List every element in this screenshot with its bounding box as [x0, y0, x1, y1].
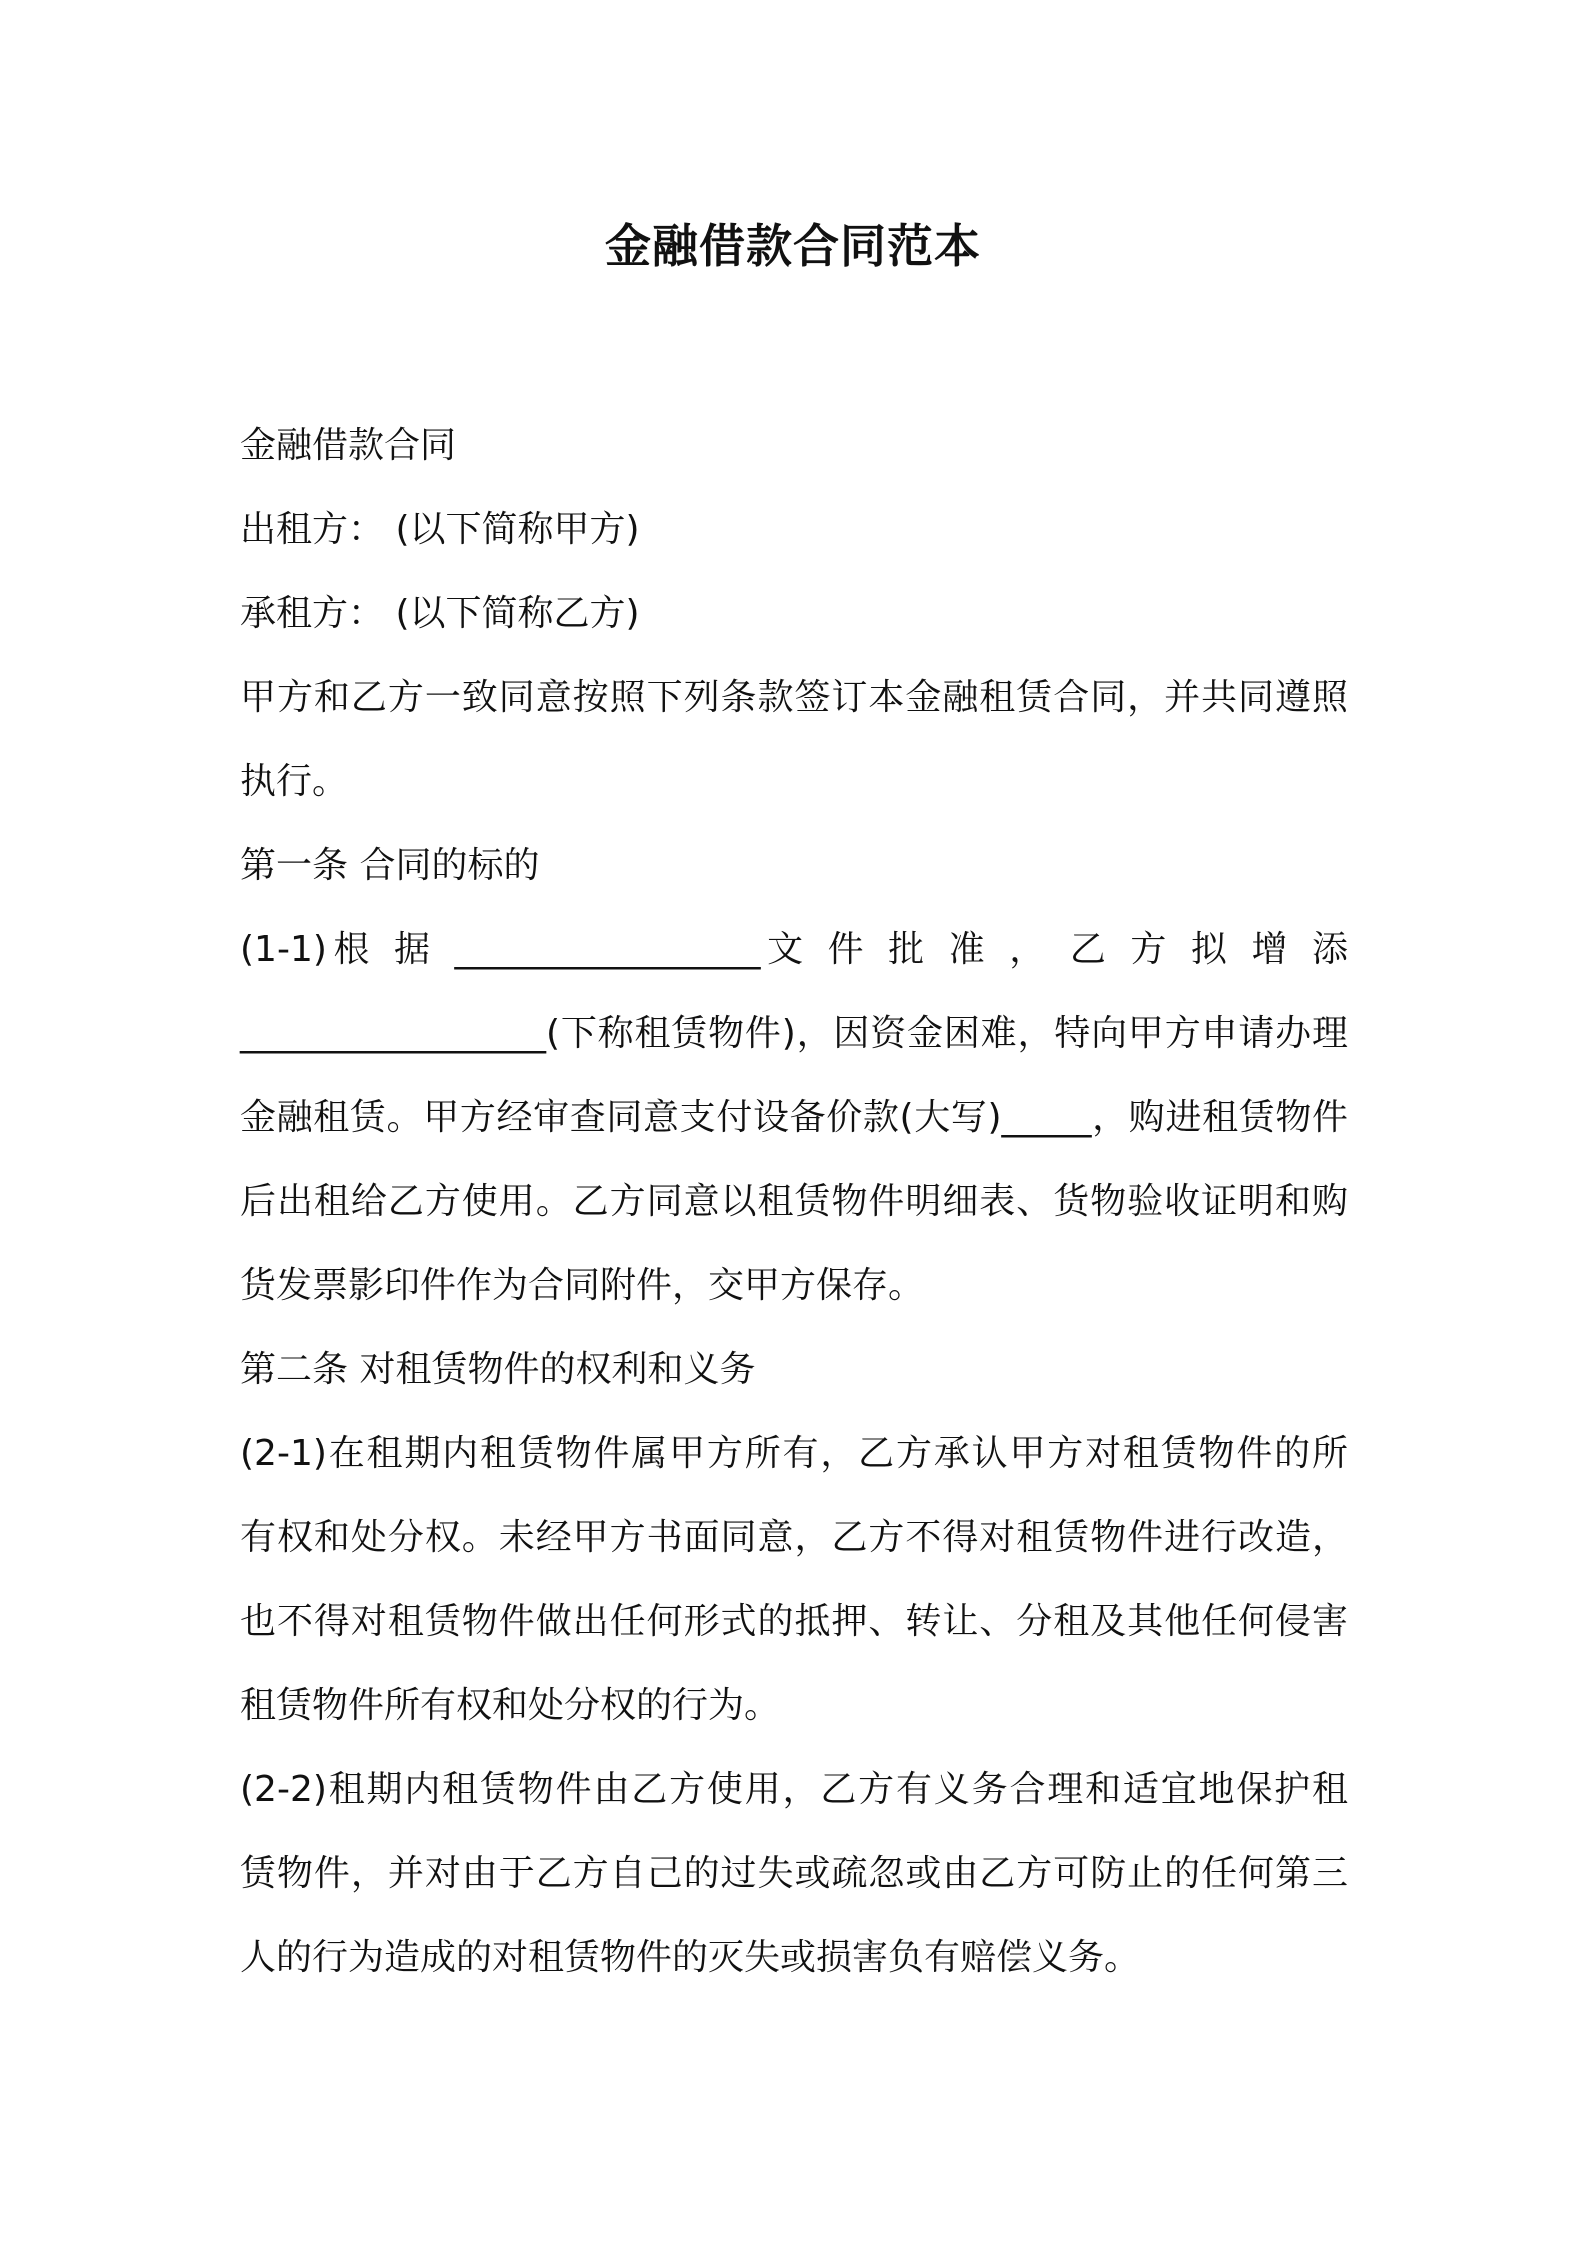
clause-1-1-line-4: 后出租给乙方使用。乙方同意以租赁物件明细表、货物验收证明和购 [240, 1181, 1348, 1222]
clause-2-1-line-4: 租赁物件所有权和处分权的行为。 [240, 1685, 781, 1726]
clause-2-2-line-3: 人的行为造成的对租赁物件的灭失或损害负有赔偿义务。 [240, 1937, 1141, 1978]
clause-1-1-line-3: 金融租赁。甲方经审查同意支付设备价款(大写)_____，购进租赁物件 [240, 1097, 1348, 1138]
article-2-heading: 第二条 对租赁物件的权利和义务 [240, 1349, 756, 1390]
article-1-heading: 第一条 合同的标的 [240, 845, 540, 886]
contract-name: 金融借款合同 [240, 425, 457, 466]
clause-2-2-line-2: 赁物件，并对由于乙方自己的过失或疏忽或由乙方可防止的任何第三 [240, 1853, 1348, 1894]
clause-2-2-line-1: (2-2)租期内租赁物件由乙方使用，乙方有义务合理和适宜地保护租 [240, 1769, 1348, 1810]
clause-2-1-line-1: (2-1)在租期内租赁物件属甲方所有，乙方承认甲方对租赁物件的所 [240, 1433, 1348, 1474]
clause-2-1-line-3: 也不得对租赁物件做出任何形式的抵押、转让、分租及其他任何侵害 [240, 1601, 1348, 1642]
lessor-line: 出租方： (以下简称甲方) [240, 509, 640, 550]
clause-2-1-line-2: 有权和处分权。未经甲方书面同意，乙方不得对租赁物件进行改造， [240, 1517, 1348, 1558]
clause-1-1-line-5: 货发票影印件作为合同附件，交甲方保存。 [240, 1265, 925, 1306]
document-title: 金融借款合同范本 [605, 219, 981, 273]
intro-line-2: 执行。 [240, 761, 349, 802]
lessee-line: 承租方： (以下简称乙方) [240, 593, 640, 634]
clause-1-1-line-1: (1-1)根 据 _________________文 件 批 准 ， 乙 方 拟 增 添 [240, 929, 1349, 970]
document-body [240, 404, 1348, 2000]
clause-1-1-line-2: _________________(下称租赁物件)，因资金困难，特向甲方申请办理 [240, 1013, 1348, 1054]
intro-line-1: 甲方和乙方一致同意按照下列条款签订本金融租赁合同，并共同遵照 [240, 677, 1348, 718]
